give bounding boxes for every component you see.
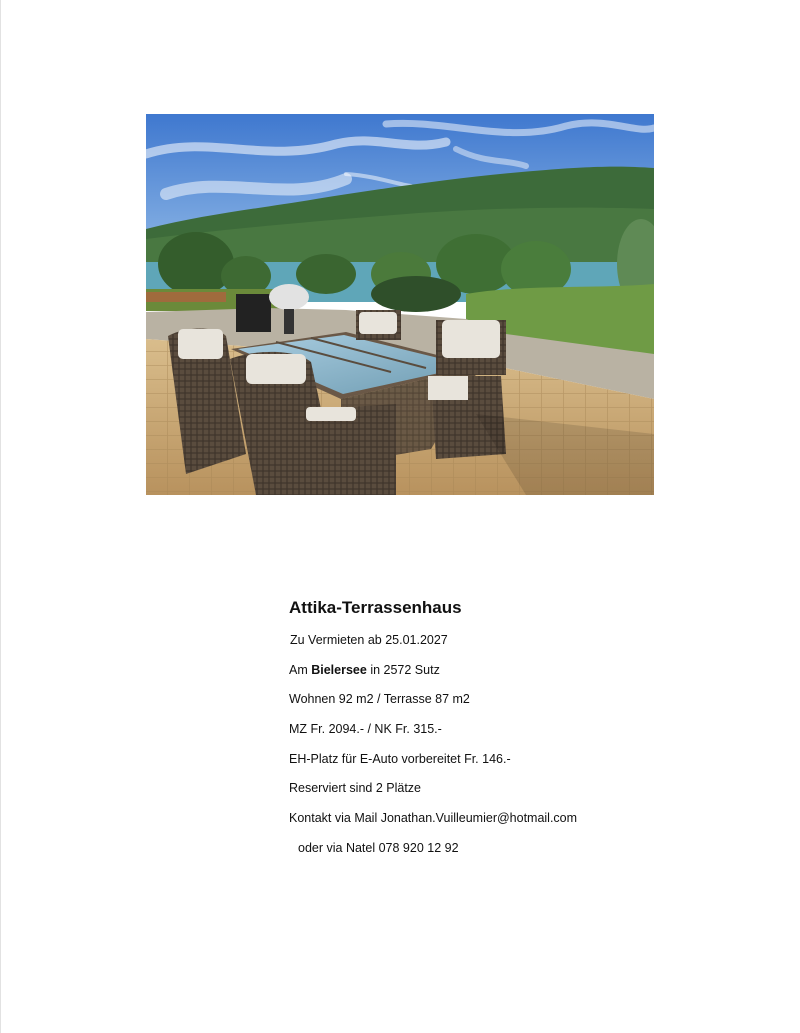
parking-line: EH-Platz für E-Auto vorbereitet Fr. 146.-	[289, 751, 511, 766]
listing-title: Attika-Terrassenhaus	[289, 598, 462, 617]
rent-line: MZ Fr. 2094.- / NK Fr. 315.-	[289, 722, 442, 737]
location-suffix: in 2572 Sutz	[370, 662, 440, 677]
page-edge	[0, 0, 1, 1033]
availability-line: Zu Vermieten ab 25.01.2027	[290, 633, 448, 647]
terrace-photo	[146, 114, 654, 495]
location-line	[289, 662, 709, 692]
contact-phone-line: oder via Natel 078 920 12 92	[298, 840, 459, 855]
location-prefix: Am	[289, 662, 308, 677]
reserved-line: Reserviert sind 2 Plätze	[289, 781, 422, 796]
contact-mail-line: Kontakt via Mail Jonathan.Vuilleumier@hotmail.com	[289, 811, 578, 826]
location-lake: Bielersee	[311, 662, 367, 677]
listing-text	[289, 598, 709, 870]
size-line: Wohnen 92 m2 / Terrasse 87 m2	[289, 692, 470, 707]
